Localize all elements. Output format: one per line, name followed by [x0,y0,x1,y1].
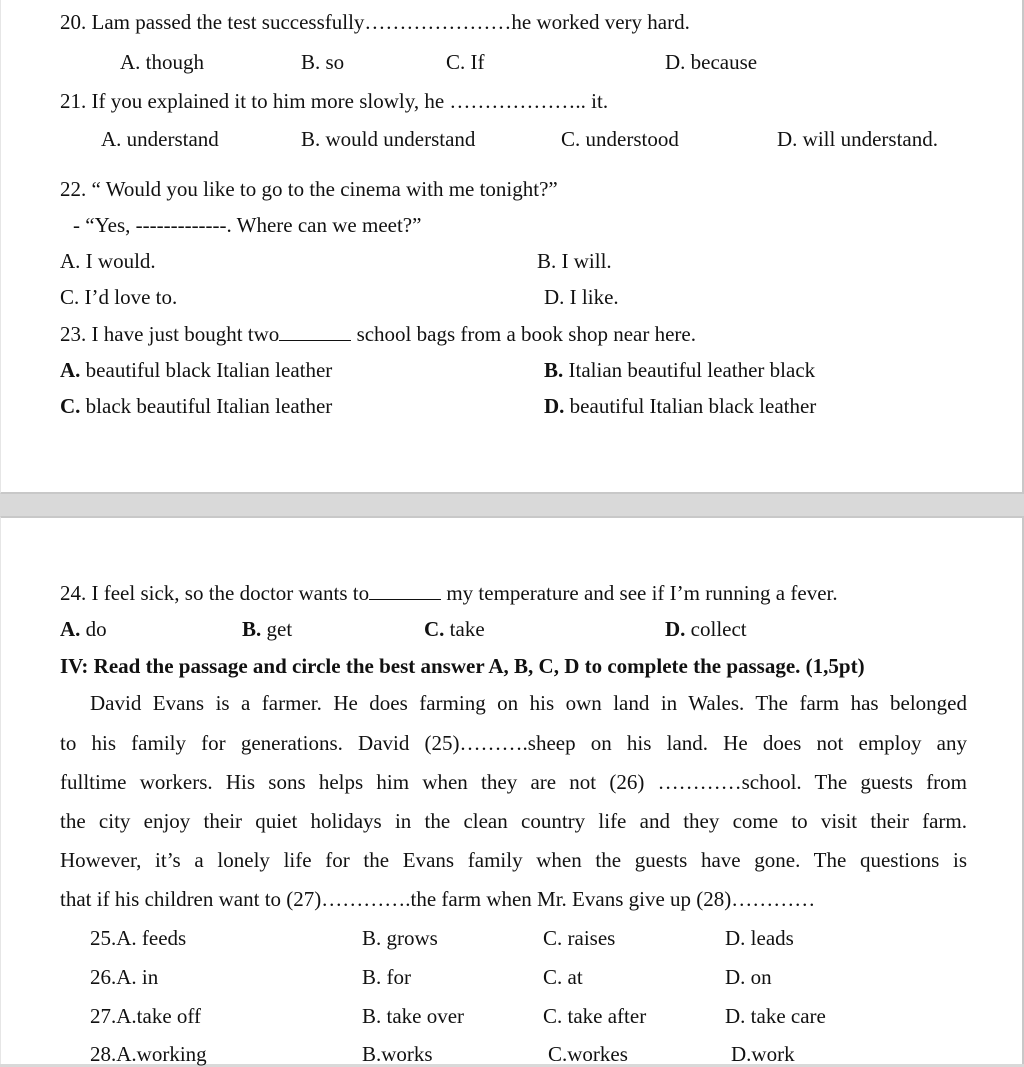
q24-option-b: B. get [242,617,293,641]
question-22-stem: 22. “ Would you like to go to the cinema with me tonight?” [60,177,558,201]
passage-line-5: However, it’s a lonely life for the Evans family when the guests have gone. The questions is [60,848,967,872]
q23-option-c: C. black beautiful Italian leather [60,394,333,418]
passage-line-3: fulltime workers. His sons helps him when they are not (26) …………school. The guests from [60,770,967,794]
q20-option-c: C. If [446,50,485,74]
answer-26-d: D. on [725,965,772,989]
question-24-stem: 24. I feel sick, so the doctor wants to my temperature and see if I’m running a fever. [60,581,838,605]
answer-blank [279,322,351,341]
q23-option-d: D. beautiful Italian black leather [544,394,817,418]
q22-option-d: D. I like. [544,285,619,309]
answer-25-b: B. grows [362,926,438,950]
passage-line-2: to his family for generations. David (25)……….sheep on his land. He does not employ any [60,731,967,755]
passage-line-4: the city enjoy their quiet holidays in the clean country life and they come to visit their farm. [60,809,967,833]
worksheet-page-2 [0,516,1024,1064]
answer-27-d: D. take care [725,1004,826,1028]
answer-26-c: C. at [543,965,583,989]
q22-option-b: B. I will. [537,249,612,273]
q24-option-d: D. collect [665,617,747,641]
answer-28-d: D.work [731,1042,795,1066]
answer-28-a: 28.A.working [90,1042,207,1066]
answer-27-c: C. take after [543,1004,647,1028]
answer-28-b: B.works [362,1042,433,1066]
q20-option-a: A. though [120,50,204,74]
q24-option-a: A. do [60,617,107,641]
q22-option-a: A. I would. [60,249,156,273]
question-23-stem: 23. I have just bought two school bags from a book shop near here. [60,322,696,346]
q21-option-b: B. would understand [301,127,476,151]
passage-line-6: that if his children want to (27)………….the farm when Mr. Evans give up (28)………… [60,887,816,911]
answer-27-a: 27.A.take off [90,1004,201,1028]
q21-option-c: C. understood [561,127,679,151]
q21-option-d: D. will understand. [777,127,938,151]
worksheet-page-1 [0,0,1024,494]
section-4-heading: IV: Read the passage and circle the best answer A, B, C, D to complete the passage. (1,5pt) [60,654,865,678]
q24-option-c: C. take [424,617,485,641]
q21-option-a: A. understand [101,127,219,151]
answer-blank [369,581,441,600]
question-21-stem: 21. If you explained it to him more slowly, he ……………….. it. [60,89,609,113]
answer-26-b: B. for [362,965,411,989]
q23-option-b: B. Italian beautiful leather black [544,358,816,382]
q20-option-d: D. because [665,50,758,74]
answer-25-d: D. leads [725,926,794,950]
q22-option-c: C. I’d love to. [60,285,178,309]
q23-option-a: A. beautiful black Italian leather [60,358,333,382]
question-20-stem: 20. Lam passed the test successfully…………………he worked very hard. [60,10,690,34]
answer-28-c: C.workes [548,1042,628,1066]
answer-26-a: 26.A. in [90,965,159,989]
answer-25-c: C. raises [543,926,616,950]
answer-27-b: B. take over [362,1004,465,1028]
question-22-reply: - “Yes, -------------. Where can we meet?” [73,213,422,237]
passage-line-1: David Evans is a farmer. He does farming on his own land in Wales. The farm has belonged [90,691,967,715]
q20-option-b: B. so [301,50,345,74]
answer-25-a: 25.A. feeds [90,926,187,950]
